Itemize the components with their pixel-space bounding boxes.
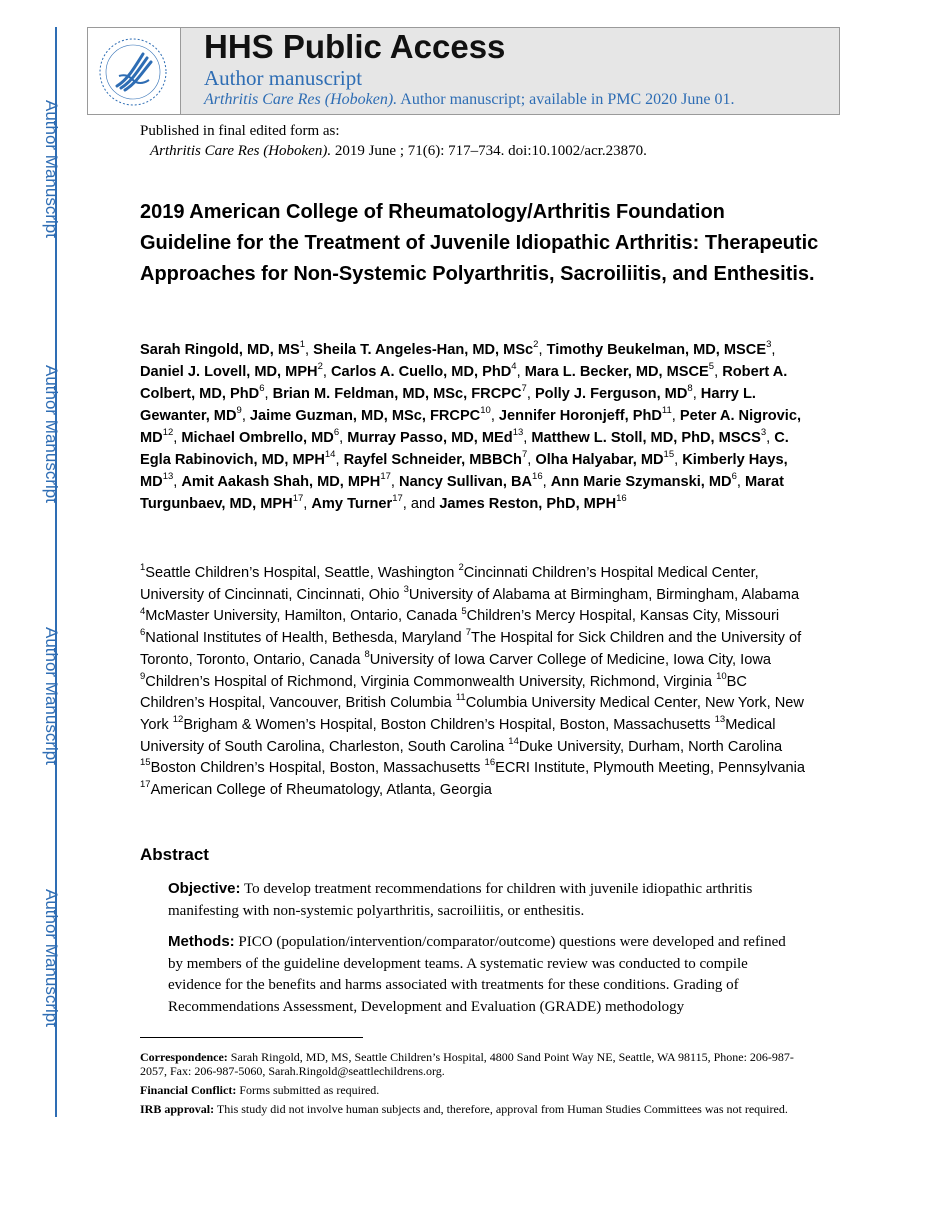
affiliation-number: 5 (461, 605, 467, 617)
author-separator: , (771, 342, 776, 358)
author-name: Matthew L. Stoll, MD, PhD, MSCS (531, 430, 761, 446)
abstract-methods (168, 931, 788, 1018)
affiliation-text: The Hospital for Sick Children and the University of Toronto, Toronto, Ontario, Canada (140, 630, 802, 668)
author-name: Murray Passo, MD, MEd (347, 430, 513, 446)
conflict-text: Forms submitted as required. (236, 1083, 380, 1097)
header-subtitle: Author manuscript (204, 66, 363, 90)
author-separator: , (339, 430, 348, 446)
author-separator: , (692, 386, 701, 402)
affiliation (140, 757, 481, 777)
author[interactable] (524, 361, 715, 380)
author-name: Mara L. Becker, MD, MSCE (524, 364, 709, 380)
author-separator: , (390, 474, 400, 490)
sidebar-label: Author Manuscript (42, 627, 61, 765)
author-affiliation-ref: 6 (259, 383, 265, 395)
author-name: Ann Marie Szymanski, MD (550, 474, 732, 490)
affiliation-text: Brigham & Women’s Hospital, Boston Children’s Hospital, Boston, Massachusetts (183, 716, 711, 733)
author-affiliation-ref: 14 (324, 449, 336, 461)
author-name: Jaime Guzman, MD, MSc, FRCPC (249, 408, 481, 424)
affiliation-number: 4 (140, 605, 146, 617)
affiliation (140, 627, 462, 647)
author[interactable] (399, 471, 543, 490)
author-affiliation-ref: 10 (480, 405, 491, 417)
author[interactable] (313, 339, 539, 358)
affiliation-text: Boston Children’s Hospital, Boston, Massachusetts (150, 760, 481, 777)
sidebar-label: Author Manuscript (42, 365, 61, 503)
author-name: Peter A. Nigrovic, MD (140, 408, 802, 446)
affiliation-text: Cincinnati Children’s Hospital Medical Center, University of Cincinnati, Cincinnati, Ohio (140, 565, 759, 603)
author-separator: , (490, 408, 499, 424)
affiliation (140, 670, 712, 690)
methods-label: Methods: (168, 933, 235, 950)
author-name: Olha Halyabar, MD (535, 452, 664, 468)
author-name: Daniel J. Lovell, MD, MPH (140, 364, 318, 380)
citation-text: 2019 June ; 71(6): 717–734. doi:10.1002/acr.23870. (331, 143, 647, 159)
author[interactable] (535, 449, 675, 468)
affiliation-text: University of Iowa Carver College of Medicine, Iowa City, Iowa (369, 651, 771, 668)
author[interactable] (181, 471, 391, 490)
author[interactable] (347, 427, 524, 446)
author-affiliation-ref: 9 (236, 405, 242, 417)
affiliation-text: University of Alabama at Birmingham, Birmingham, Alabama (408, 586, 800, 603)
author-list (140, 339, 820, 515)
abstract-heading: Abstract (140, 845, 209, 864)
published-label: Published in final edited form as: (140, 123, 340, 139)
author-separator: , (736, 474, 745, 490)
author-name: Marat Turgunbaev, MD, MPH (140, 474, 784, 512)
author-affiliation-ref: 3 (760, 427, 767, 439)
affiliation-number: 10 (716, 670, 727, 682)
affiliation-number: 2 (458, 562, 464, 574)
author-separator: , (714, 364, 723, 380)
author[interactable] (331, 361, 517, 380)
affiliations (140, 563, 815, 802)
author-affiliation-ref: 17 (392, 493, 403, 505)
affiliation-text: American College of Rheumatology, Atlanta, Georgia (150, 782, 492, 799)
author-affiliation-ref: 7 (521, 383, 527, 395)
affiliation (461, 605, 780, 625)
affiliation (403, 583, 800, 603)
author-name: James Reston, PhD, MPH (439, 496, 617, 512)
irb-label: IRB approval: (140, 1102, 215, 1116)
objective-label: Objective: (168, 880, 241, 897)
author-separator: , (322, 364, 331, 380)
author-name: Kimberly Hays, MD (140, 452, 788, 490)
author[interactable] (546, 339, 772, 358)
affiliation (508, 735, 783, 755)
author-name: Jennifer Horonjeff, PhD (498, 408, 662, 424)
affiliation-number: 15 (140, 757, 151, 769)
author-affiliation-ref: 17 (292, 493, 304, 505)
header-journal[interactable]: Arthritis Care Res (Hoboken). (204, 91, 398, 108)
affiliation-text: Columbia University Medical Center, New York, New York (140, 695, 804, 733)
author[interactable] (531, 427, 767, 446)
author[interactable] (498, 405, 672, 424)
affiliation-number: 12 (172, 714, 184, 726)
affiliation (140, 779, 492, 799)
affiliation (140, 562, 455, 581)
author[interactable] (249, 405, 491, 424)
affiliation-number: 1 (140, 562, 146, 574)
affiliation-number: 13 (714, 714, 726, 726)
affiliation (484, 757, 805, 777)
published-journal: Arthritis Care Res (Hoboken). (150, 143, 332, 159)
affiliation (172, 714, 711, 733)
author-affiliation-ref: 2 (317, 361, 323, 373)
affiliation-number: 6 (140, 627, 146, 639)
author-separator: , (264, 386, 273, 402)
header-availability (204, 91, 734, 109)
author-name: Sheila T. Angeles-Han, MD, MSc (313, 342, 534, 358)
affiliation-text: National Institutes of Health, Bethesda, Maryland (145, 630, 462, 647)
author-separator: , and (402, 496, 440, 512)
author-name: Michael Ombrello, MD (181, 430, 334, 446)
author-name: Rayfel Schneider, MBBCh (343, 452, 522, 468)
author-separator: , (538, 342, 547, 358)
author-affiliation-ref: 6 (333, 427, 340, 439)
author-separator: , (305, 342, 314, 358)
author-affiliation-ref: 1 (299, 339, 306, 351)
author-affiliation-ref: 3 (766, 339, 772, 351)
affiliation (140, 605, 458, 625)
author[interactable] (534, 383, 693, 402)
author-name: Harry L. Gewanter, MD (140, 386, 756, 424)
methods-text: PICO (population/intervention/comparator/outcome) questions were developed and refined by members of the guideline development teams. A systematic review was conducted to compile evidence for the benefits and harms associated with treatments for these conditions. Grading of Recommendations Assessment, Development and Evaluation (GRADE) methodology (168, 934, 786, 1015)
author[interactable] (550, 471, 737, 490)
author-name: Amit Aakash Shah, MD, MPH (181, 474, 381, 490)
author-affiliation-ref: 17 (380, 471, 391, 483)
author-separator: , (527, 452, 536, 468)
hhs-eagle-seal-icon (97, 36, 169, 108)
author-name: Nancy Sullivan, BA (399, 474, 533, 490)
author-separator: , (303, 496, 312, 512)
author-name: Polly J. Ferguson, MD (534, 386, 688, 402)
sidebar-label: Author Manuscript (42, 100, 61, 238)
objective-text: To develop treatment recommendations for children with juvenile idiopathic arthritis manifesting with non-systemic polyarthritis, sacroiliitis, or enthesitis. (168, 881, 753, 919)
affiliation (364, 648, 771, 668)
author-separator: , (526, 386, 535, 402)
author-name: C. Egla Rabinovich, MD, MPH (140, 430, 789, 468)
published-citation (140, 141, 647, 161)
author-separator: , (674, 452, 683, 468)
author-affiliation-ref: 13 (512, 427, 524, 439)
footnote-correspondence (140, 1050, 820, 1078)
author-separator: , (523, 430, 532, 446)
affiliation-text: Duke University, Durham, North Carolina (518, 738, 783, 755)
author-separator: , (335, 452, 344, 468)
author-name: Sarah Ringold, MD, MS (140, 342, 300, 358)
author-affiliation-ref: 7 (521, 449, 528, 461)
irb-text: This study did not involve human subjects and, therefore, approval from Human Studies Committees was not required. (214, 1102, 788, 1116)
affiliation-number: 8 (364, 648, 370, 660)
author[interactable] (311, 493, 403, 512)
author-affiliation-ref: 11 (661, 405, 672, 417)
author-separator: , (671, 408, 680, 424)
author-separator: , (173, 430, 182, 446)
footnote-conflict (140, 1083, 820, 1097)
affiliation-number: 9 (140, 670, 146, 682)
author-affiliation-ref: 2 (533, 339, 539, 351)
author[interactable] (272, 383, 527, 402)
author-affiliation-ref: 4 (511, 361, 517, 373)
author-name: Timothy Beukelman, MD, MSCE (546, 342, 767, 358)
author-name: Amy Turner (311, 496, 393, 512)
affiliation-number: 14 (508, 735, 519, 747)
footnote-rule (140, 1037, 363, 1038)
author-affiliation-ref: 12 (162, 427, 174, 439)
author-name: Brian M. Feldman, MD, MSc, FRCPC (272, 386, 522, 402)
affiliation-number: 11 (455, 692, 466, 704)
author-affiliation-ref: 6 (731, 471, 737, 483)
affiliation-number: 3 (403, 583, 409, 595)
author-separator: , (542, 474, 551, 490)
author[interactable] (140, 339, 306, 358)
affiliation-number: 7 (465, 627, 472, 639)
conflict-label: Financial Conflict: (140, 1083, 237, 1097)
affiliation-text: McMaster University, Hamilton, Ontario, Canada (145, 608, 458, 625)
author-separator: , (173, 474, 182, 490)
author[interactable] (181, 427, 340, 446)
footnote-irb (140, 1102, 820, 1116)
author-affiliation-ref: 13 (162, 471, 174, 483)
affiliation-text: Children’s Mercy Hospital, Kansas City, Missouri (466, 608, 780, 625)
correspondence-label: Correspondence: (140, 1050, 228, 1064)
header-title: HHS Public Access (204, 28, 506, 65)
availability-text: Author manuscript; available in PMC 2020 June 01. (397, 91, 735, 108)
affiliation-text: ECRI Institute, Plymouth Meeting, Pennsylvania (495, 760, 805, 777)
abstract-objective (168, 878, 788, 922)
author[interactable] (140, 361, 323, 380)
article-title: 2019 American College of Rheumatology/Arthritis Foundation Guideline for the Treatment of Juvenile Idiopathic Arthritis: Therapeutic Approaches for Non-Systemic Polyarthritis, Sacroiliitis, and Enthesitis. (140, 201, 819, 285)
affiliation-number: 16 (484, 757, 496, 769)
sidebar-label: Author Manuscript (42, 889, 61, 1027)
author-affiliation-ref: 16 (616, 493, 627, 505)
author-separator: , (766, 430, 775, 446)
author-affiliation-ref: 8 (687, 383, 693, 395)
author-affiliation-ref: 16 (532, 471, 543, 483)
author[interactable] (343, 449, 528, 468)
author-separator: , (241, 408, 250, 424)
affiliation-number: 17 (140, 779, 151, 791)
affiliation-text: Children’s Hospital of Richmond, Virginia Commonwealth University, Richmond, Virginia (145, 673, 712, 690)
author-name: Robert A. Colbert, MD, PhD (140, 364, 788, 402)
affiliation-text: Medical University of South Carolina, Charleston, South Carolina (140, 716, 776, 755)
author-affiliation-ref: 15 (663, 449, 675, 461)
affiliation-text: Seattle Children’s Hospital, Seattle, Washington (145, 565, 455, 581)
author-affiliation-ref: 5 (708, 361, 715, 373)
hhs-logo (88, 28, 181, 114)
affiliation-text: BC Children’s Hospital, Vancouver, British Columbia (140, 673, 747, 712)
author-name: Carlos A. Cuello, MD, PhD (331, 364, 512, 380)
author-separator: , (516, 364, 525, 380)
author[interactable] (439, 493, 627, 512)
hhs-header (87, 27, 840, 115)
published-info (140, 121, 647, 161)
correspondence-text: Sarah Ringold, MD, MS, Seattle Children’s Hospital, 4800 Sand Point Way NE, Seattle, WA 98115, Phone: 206-987-2057, Fax: 206-987-5060, Sarah.Ringold@seattlechildrens.org. (140, 1050, 794, 1078)
